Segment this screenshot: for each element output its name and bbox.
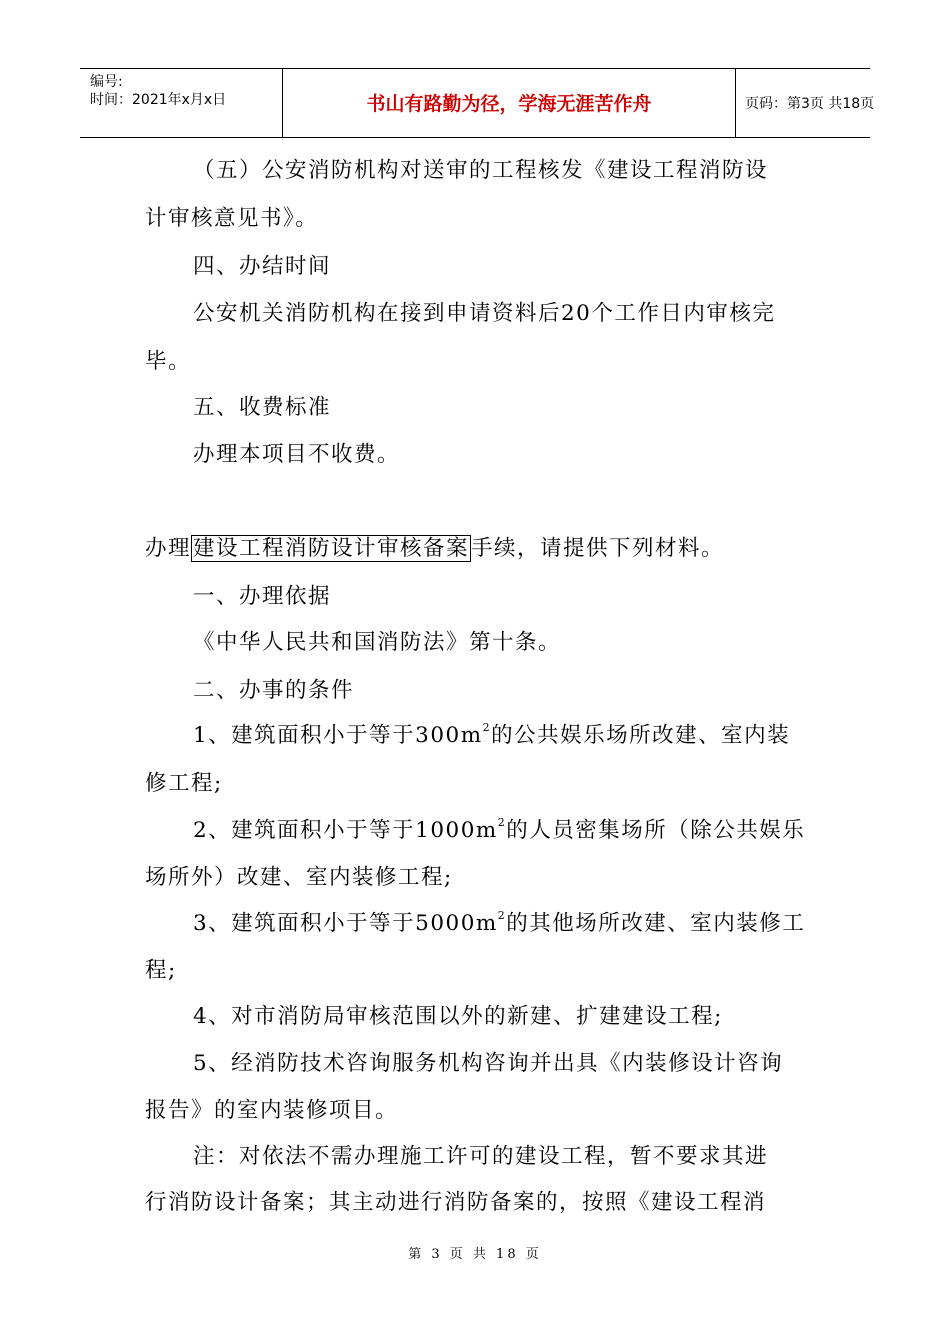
- intro-line: [145, 535, 724, 563]
- header-center-cell: [282, 69, 736, 137]
- section-heading: 一、办理依据: [193, 584, 332, 609]
- condition-line: [193, 722, 790, 750]
- condition-line: [193, 817, 805, 845]
- page-footer: 第 3 页 共 18 页: [408, 1247, 542, 1262]
- boxed-term: 建设工程消防设计审核备案: [193, 536, 470, 561]
- condition-line: 程;: [145, 958, 177, 983]
- condition-line: 4、对市消防局审核范围以外的新建、扩建建设工程;: [193, 1004, 723, 1029]
- header-right-cell: [735, 69, 875, 137]
- document-date: 时间：2021年x月x日: [90, 92, 227, 108]
- section-heading: 二、办事的条件: [193, 678, 355, 703]
- header-left-cell: [80, 69, 282, 137]
- section-heading: 五、收费标准: [193, 395, 332, 420]
- superscript: 2: [497, 908, 507, 922]
- paragraph-line: 毕。: [145, 349, 192, 374]
- condition-line: 5、经消防技术咨询服务机构咨询并出具《内装修设计咨询: [193, 1051, 784, 1076]
- condition-line: 场所外）改建、室内装修工程;: [145, 865, 453, 890]
- condition-line: 报告》的室内装修项目。: [145, 1098, 399, 1123]
- intro-text: 手续，请提供下列材料。: [471, 536, 725, 561]
- paragraph-line: 公安机关消防机构在接到申请资料后20个工作日内审核完: [193, 301, 776, 326]
- paragraph-line: 计审核意见书》。: [145, 206, 319, 231]
- note-line: 注：对依法不需办理施工许可的建设工程，暂不要求其进: [193, 1144, 769, 1169]
- paragraph-line: 《中华人民共和国消防法》第十条。: [193, 630, 562, 655]
- header-page-info: 页码：第3页 共18页: [745, 96, 875, 112]
- section-heading: 四、办结时间: [193, 254, 332, 279]
- condition-text: 的人员密集场所（除公共娱乐: [506, 818, 806, 843]
- superscript: 2: [497, 815, 507, 829]
- paragraph-line: （五）公安消防机构对送审的工程核发《建设工程消防设: [193, 158, 769, 183]
- document-number-label: 编号:: [90, 74, 123, 90]
- condition-text: 的其他场所改建、室内装修工: [506, 911, 806, 936]
- condition-text: 2、建筑面积小于等于1000m: [193, 818, 498, 843]
- note-line: 行消防设计备案；其主动进行消防备案的，按照《建设工程消: [145, 1190, 767, 1215]
- condition-line: 修工程;: [145, 771, 223, 796]
- superscript: 2: [482, 720, 492, 734]
- paragraph-line: 办理本项目不收费。: [193, 442, 401, 467]
- condition-text: 1、建筑面积小于等于300m: [193, 723, 483, 748]
- header-motto: 书山有路勤为径，学海无涯苦作舟: [366, 93, 652, 115]
- header-table: [80, 68, 875, 138]
- condition-text: 3、建筑面积小于等于5000m: [193, 911, 498, 936]
- intro-text: 办理: [145, 536, 192, 561]
- condition-text: 的公共娱乐场所改建、室内装: [491, 723, 791, 748]
- condition-line: [193, 910, 805, 938]
